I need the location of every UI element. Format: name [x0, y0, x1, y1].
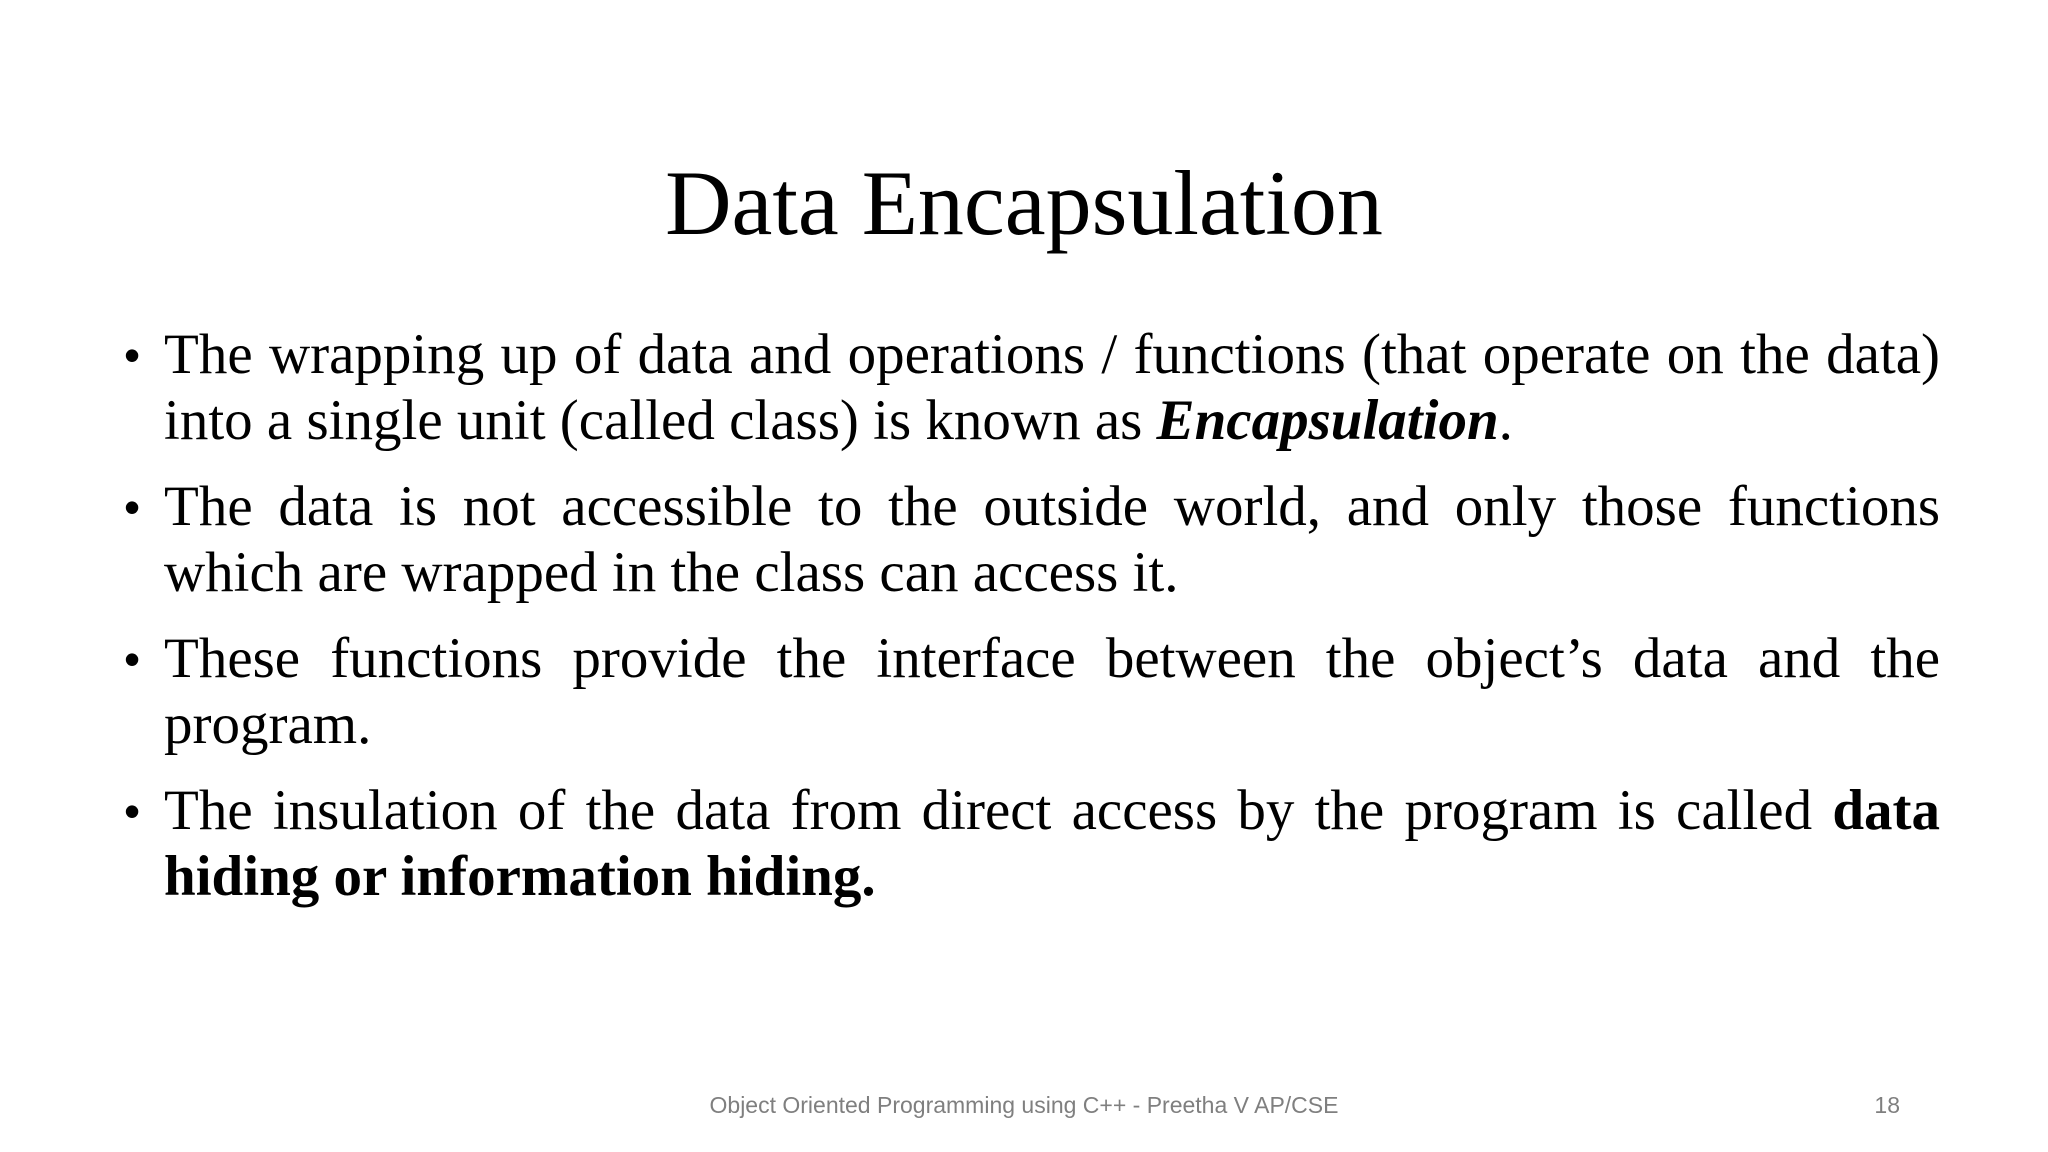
bullet-marker: • [124, 329, 141, 381]
slide-footer: Object Oriented Programming using C++ - Preetha V AP/CSE [709, 1092, 1339, 1118]
bullet-item-data-access [124, 474, 1940, 606]
slide-title: Data Encapsulation [665, 152, 1383, 254]
bullet-item-encapsulation-definition [124, 322, 1940, 454]
bullet-text-end: . [1498, 389, 1513, 452]
bullet-marker: • [124, 633, 141, 685]
bullet-marker: • [124, 481, 141, 533]
bullet-text: The insulation of the data from direct access by the program is called [164, 779, 1833, 842]
emphasized-term: Encapsulation [1156, 389, 1499, 452]
page-number: 18 [1874, 1092, 1900, 1118]
bullet-item-data-hiding [124, 778, 1940, 910]
bullet-marker: • [124, 785, 141, 837]
bullet-list [124, 322, 1940, 930]
bullet-item-interface [124, 626, 1940, 758]
bullet-text: These functions provide the interface between the object’s data and the program. [164, 627, 1940, 756]
bullet-text: The data is not accessible to the outside world, and only those functions which are wrapped in the class can access it. [164, 475, 1940, 604]
bullet-text: The wrapping up of data and operations / functions (that operate on the data) into a single unit (called class) is known as [164, 323, 1940, 452]
emphasized-term: data hiding or information hiding. [164, 779, 1940, 908]
